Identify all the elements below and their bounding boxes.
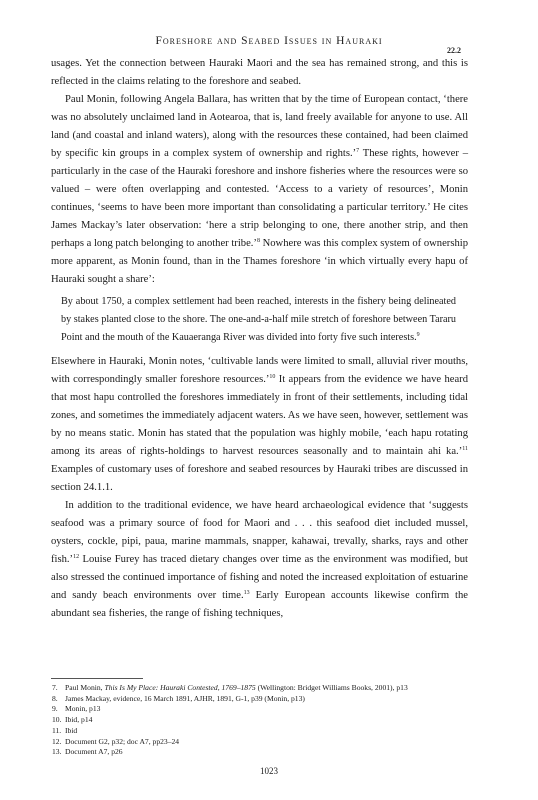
footnote-number: 7.: [52, 683, 58, 692]
page-number: 1023: [260, 766, 278, 776]
paragraph-1: [51, 55, 468, 91]
footnote-number: 9.: [52, 704, 58, 714]
footnote-title: This Is My Place: Hauraki Contested, 1769–1875: [104, 683, 256, 692]
footnote-number: 12.: [52, 736, 62, 746]
paragraph-2-text-c: Nowhere was this complex system of ownership more apparent, as Monin found, than in the Thames foreshore ‘in which virtually every hapu of Hauraki sought a share’:: [51, 238, 468, 285]
footnote: [52, 694, 408, 705]
paragraph-3-text-b: It appears from the evidence we have heard that most hapu controlled the foreshores immediately in front of their settlements, including tidal zones, and sometimes the immediately adjacent waters. As we have seen, however, settlement was by no means static. Monin has stated that the population was highly mobile, ‘each hapu rotating among its areas of rights-holdings to harvest resources seasonally and to maintain ahi ka.’: [51, 374, 469, 457]
footnote: [52, 726, 408, 737]
footnote-text-post: (Wellington: Bridget Williams Books, 2001), p13: [255, 683, 408, 692]
block-quote: [61, 293, 456, 347]
paragraph-2-text-a: Paul Monin, following Angela Ballara, has written that by the time of European contact, ‘there was no absolutely unclaimed land in Aotearoa, that is, land freely available for anyone to use. All land (and coastal and inland waters), along with the resources these contained, had been claimed by specific kin groups in a complex system of ownership and rights.’: [51, 94, 468, 159]
footnote-text: Ibid: [65, 725, 78, 735]
paragraph-4: [51, 497, 468, 623]
footnote-text: Document G2, p32; doc A7, pp23–24: [65, 736, 180, 746]
paragraph-2-text-b: These rights, however – particularly in the case of the Hauraki foreshore and inshore fisheries where the resources were so valued – were often overlapping and contested. ‘Access to a variety of resources’, Monin continues, ‘seems to have been more important than consolidating a particular territory.’ He cites James Mackay’s later observation: ‘here a strip belonging to one, there another strip, and then perhaps a long patch belonging to another tribe.’: [51, 148, 468, 249]
footnote-ref: 10: [269, 374, 276, 380]
paragraph-4-text-a: In addition to the traditional evidence, we have heard archaeological evidence that ‘suggests seafood was a primary source of food for Maori and . . . this seafood diet included mussel, oysters, cockle, pipi, paua, marine mammals, snapper, kahawai, trevally, sharks, rays and other fish.’: [51, 500, 468, 565]
section-number: 22.2: [447, 46, 461, 55]
footnote-text: Monin, p13: [65, 704, 101, 714]
footnote-number: 13.: [52, 747, 62, 757]
main-text: [51, 55, 468, 623]
paragraph-3-text-c: Examples of customary uses of foreshore and seabed resources by Hauraki tribes are discussed in section 24.1.1.: [51, 464, 468, 493]
footnote-ref: 12: [73, 554, 80, 560]
footnote-number: 8.: [52, 693, 58, 703]
footnote-number: 10.: [52, 715, 62, 725]
footnote-text: [65, 683, 408, 694]
footnote-number: 11.: [52, 725, 62, 735]
paragraph-2: [51, 91, 468, 289]
paragraph-4-text-c: Early European accounts likewise confirm the abundant sea fisheries, the range of fishing techniques,: [51, 590, 469, 619]
footnote: [52, 737, 408, 748]
footnote: [52, 704, 408, 715]
footnote-text: Ibid, p14: [65, 715, 93, 725]
footnote-rule: [51, 678, 143, 679]
footnote-ref: 11: [462, 446, 468, 452]
paragraph-3: [51, 353, 468, 497]
footnote-ref: 13: [243, 590, 250, 596]
footnote: [52, 715, 408, 726]
footnote-ref: 7: [356, 148, 360, 154]
footnotes: [52, 683, 408, 758]
footnote: [52, 683, 408, 694]
footnote-ref: 8: [256, 238, 260, 244]
footnote-text: James Mackay, evidence, 16 March 1891, AJHR, 1891, G-1, p39 (Monin, p13): [65, 693, 305, 703]
running-header: Foreshore and Seabed Issues in Hauraki: [155, 35, 383, 47]
paragraph-3-text-a: Elsewhere in Hauraki, Monin notes, ‘cultivable lands were limited to small, alluvial river mouths, with correspondingly smaller foreshore resources.’: [51, 356, 468, 385]
footnote-text: Document A7, p26: [65, 747, 123, 757]
footnote: [52, 747, 408, 758]
block-quote-text: By about 1750, a complex settlement had been reached, interests in the fishery being delineated by stakes planted close to the shore. The one-and-a-half mile stretch of foreshore between Tararu Point and the mouth of the Kauaeranga River was divided into forty five such interests.: [61, 296, 456, 343]
footnote-ref: 9: [416, 332, 420, 338]
footnote-text-pre: Paul Monin,: [65, 683, 105, 692]
paragraph-4-text-b: Louise Furey has traced dietary changes over time as the environment was modified, but also stressed the continued importance of fishing and noted the increased exploitation of estuarine and sandy beach environments over time.: [51, 554, 468, 601]
paragraph-1-text: usages. Yet the connection between Hauraki Maori and the sea has remained strong, and this is reflected in the claims relating to the foreshore and seabed.: [51, 58, 468, 87]
